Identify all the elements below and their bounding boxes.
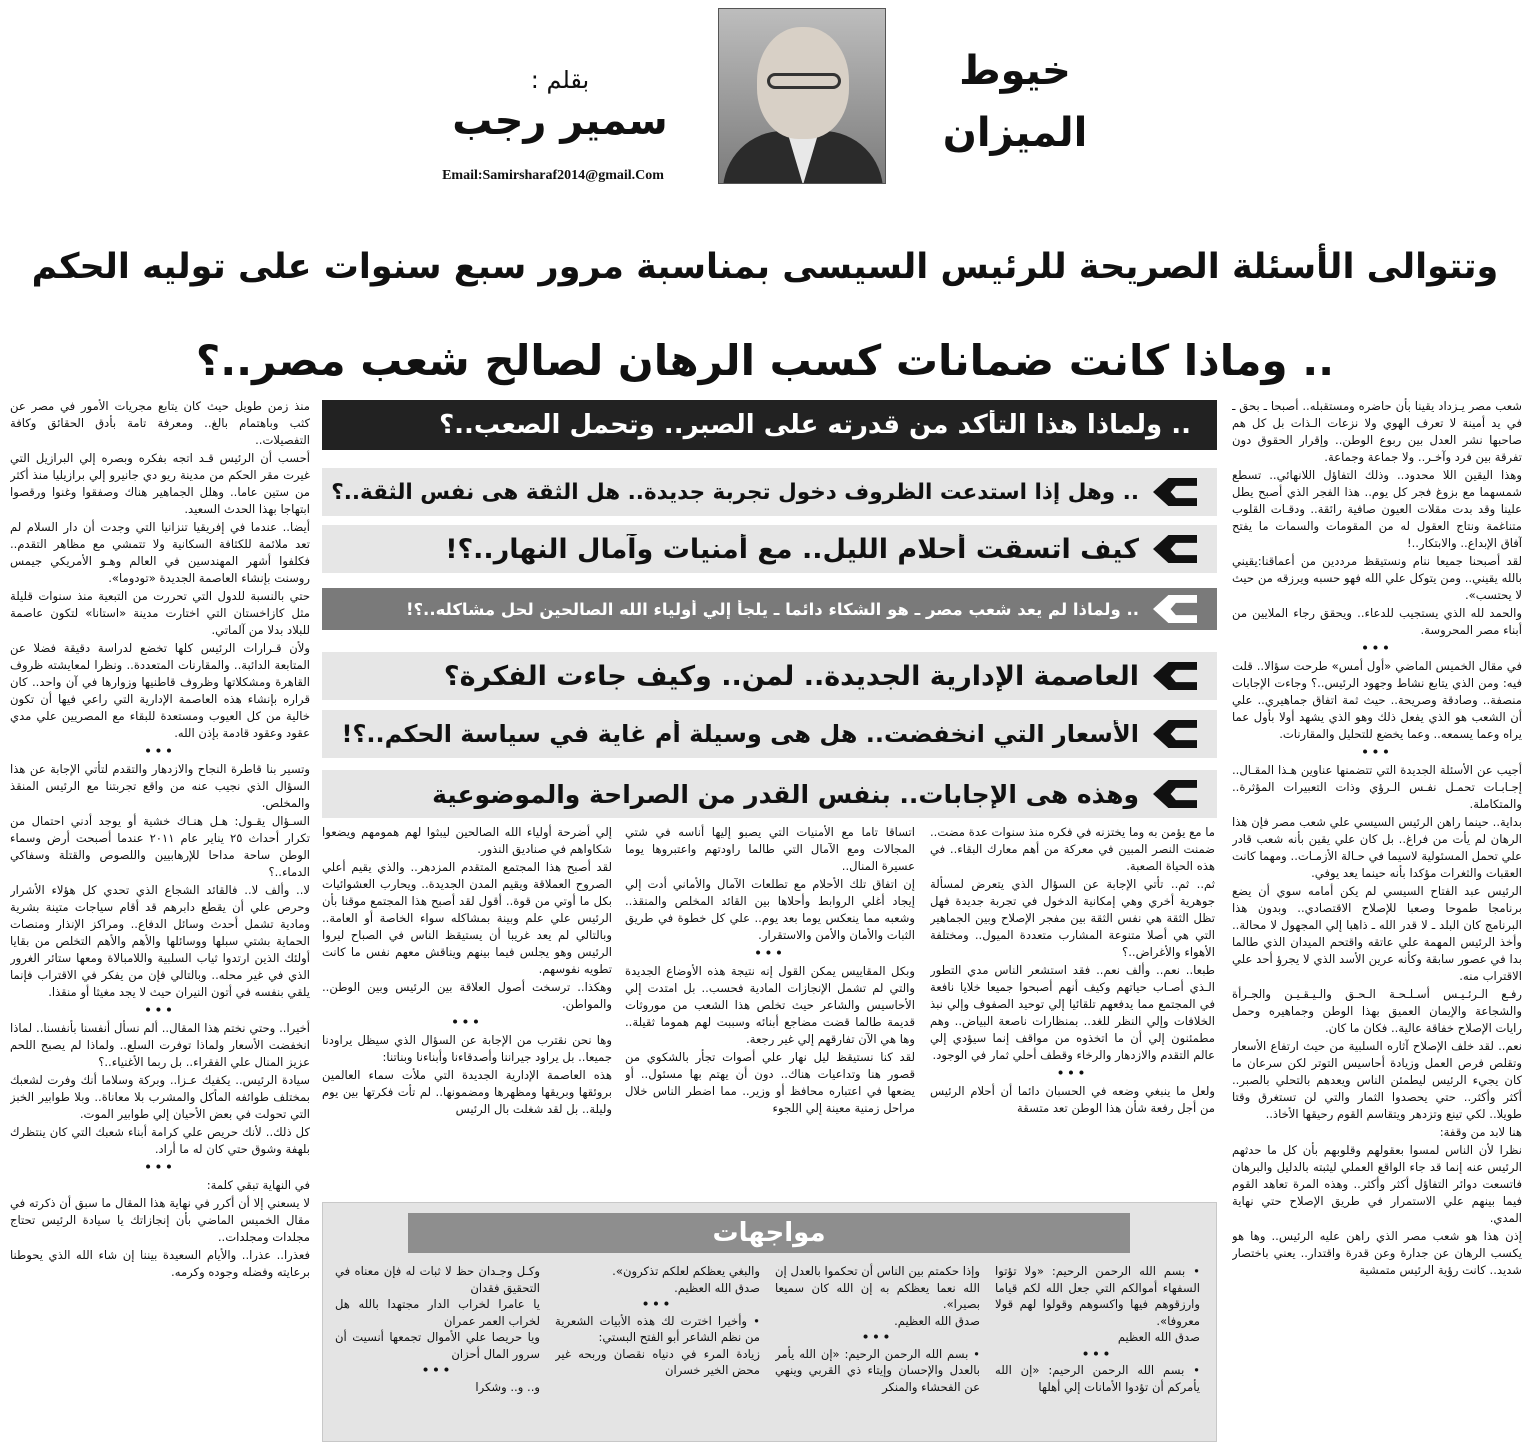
paragraph: صدق الله العظيم. xyxy=(674,1280,760,1295)
paragraph: لا يسعني إلا أن أكرر في نهاية هذا المقال ما سبق أن ذكرته في مقال الخميس الماضي بأن إنجازاتك يا سيادة الرئيس تحتاج مجلدات ومجلدات.. xyxy=(10,1196,310,1244)
section-separator: ••• xyxy=(641,1297,674,1311)
byline-label: بقلم : xyxy=(530,66,590,94)
paragraph: أجيب عن الأسئلة الجديدة التي تتضمنها عناوين هـذا المقـال.. إجـابـات تحمـل نفـس الـرؤي وذات التعبيرات المؤثرة.. والمتكاملة. xyxy=(1232,763,1522,811)
paragraph: إن اتفاق تلك الأحلام مع تطلعات الآمال والأماني أدت إلي إيجاد أغلي الروابط وأحلاها بين القائد المخلص والمنقذ.. وشعبه مما ينعكس يوما بعد يوم.. علي كل خطوة في طريق الثبات والأمان والأمن والاستقرار. xyxy=(625,877,915,942)
paragraph: هنا لابد من وقفة: xyxy=(1439,1125,1522,1139)
paragraph: و.. و.. وشكرا xyxy=(475,1379,540,1394)
paragraph: ويا حريصا علي الأموال تجمعها أنسيت أن سرور المال أحزان xyxy=(335,1330,540,1361)
paragraph: هذه العاصمة الإدارية الجديدة التي ملأت سماء العالمين بروئقها وبريقها ومظهرها ومضمونها.. لم تأت فكرتها بين يوم وليلة.. بل لقد شغلت بال الرئيس xyxy=(322,1068,612,1116)
paragraph: • بسم الله الرحمن الرحيم: «إن الله يأمر بالعدل والإحسان وإيتاء ذي القربي وينهي عن الفحشاء والمنكر xyxy=(775,1346,980,1394)
author-name: سمير رجب xyxy=(452,98,668,144)
main-headline: وتتوالى الأسئلة الصريحة للرئيس السيسى بمناسبة مرور سبع سنوات على توليه الحكم xyxy=(31,247,1499,287)
section-separator: ••• xyxy=(1081,1346,1114,1361)
paragraph: وإذا حكمتم بين الناس أن تحكموا بالعدل إن الله نعما يعظكم به إن الله كان سميعا بصيرا». xyxy=(775,1264,980,1311)
box-column-4 xyxy=(335,1263,540,1439)
paragraph: وهذا اليقين اللا محدود.. وذلك التفاؤل اللانهائي.. تسطع شمسهما مع بزوغ فجر كل يوم.. هذا الفجر الذي أصبح يطل علينا وقد بدت مقلات العيون صافية رائقة.. ودقـات القلوب متناغمة ونتاج العقول له من المقومات والسمات ما يفتح آفاق الإبداع.. والابتكار..! xyxy=(1232,468,1522,550)
paragraph: ثم.. ثم.. تأتي الإجابة عن السؤال الذي يتعرض لمسألة جوهرية أخري وهي إمكانية الدخول في تجربة جديدة فهل تظل الثقة هي نفس الثقة بين مفجر الإصلاح وبين الجماهير التي هي أصلا متنوعة المشارب متعددة الميول.. ومختلفة الأهواء والأغراض..؟ xyxy=(930,877,1215,959)
section-separator: ••• xyxy=(1056,1066,1089,1080)
paragraph: وكـل وجـدان حظ لا ثبات له فإن معناه في التحقيق فقدان xyxy=(335,1264,540,1295)
column-name-line1: خيوط xyxy=(959,48,1071,94)
article-column-5 xyxy=(10,398,310,1444)
paragraph: فعذرا.. عذرا.. والأيام السعيدة بيننا إن شاء الله الذي يحوطنا برعايته وفضله وجوده وكرمه. xyxy=(10,1248,310,1279)
paragraph: يا عامرا لخراب الدار مجتهدا بالله هل لخراب العمر عمران xyxy=(335,1297,540,1328)
author-email: Email:Samirsharaf2014@gmail.Com xyxy=(442,168,664,183)
section-separator: ••• xyxy=(861,1330,894,1344)
paragraph: بداية.. حينما راهن الرئيس السيسي علي شعب مصر فإن هذا الرهان لم يأت من فراغ.. بل كان علي يقين بأنه شعب قادر علي تحمل المسئولية لاسيما في حـالة الأزمـات.. ومهما كانت العقبات والثغرات مؤكدا بأنه حينما يعد يوفي. xyxy=(1232,815,1522,880)
question-banner-6 xyxy=(322,710,1217,758)
section-separator: ••• xyxy=(144,744,176,758)
paragraph: • بسم الله الرحمن الرحيم: «ولا تؤتوا السفهاء أموالكم التي جعل الله لكم قياما وارزقوهم فيها واكسوهم وقولوا لهم قولا معروفا». xyxy=(995,1264,1200,1328)
chevron-icon xyxy=(1153,720,1197,748)
chevron-icon xyxy=(1153,595,1197,623)
sub-headline: .. وماذا كانت ضمانات كسب الرهان لصالح شعب مصر..؟ xyxy=(195,336,1335,385)
paragraph: وبكل المقاييس يمكن القول إنه نتيجة هذه الأوضاع الجديدة والتي لم تشمل الإنجازات المادية فحسب.. بل امتدت إلي الأحاسيس والشاعر حيث تخلص هذا الشعب من موروثات قديمة طالما قضت مضاجع أبنائه وسببت لهم هموما ثقيلة.. وها هي الآن تفارقهم إلي غير رجعة. xyxy=(625,964,915,1046)
section-separator: ••• xyxy=(144,1003,176,1017)
paragraph: زيادة المرء في دنياه نقصان وربحه غير محض الخير خسران xyxy=(555,1346,760,1377)
paragraph: منذ زمن طويل حيث كان يتابع مجريات الأمور في مصر عن كثب وباهتمام بالغ.. ومعرفة تامة بأدق الحقائق وكافة التفصيلات.. xyxy=(10,399,310,447)
article-column-3 xyxy=(625,824,915,1194)
box-title: مواجهات xyxy=(408,1213,1130,1253)
paragraph: الرئيس عبد الفتاح السيسي لم يكن أمامه سوي أن يضع برنامجا طموحا وصعبا للإصلاح الاقتصادي.. وبدون هذا البرنامج كان البلد ـ لا قدر الله ـ ذاهبا إلي المجهول لا محالة.. وأخذ الرئيس المهمة علي عاتقه واقتحم الميدان الذي طالما بدا في عصور سابقة وكأنه عرين الأسد الذي لا يجرؤ أحد علي الاقتراب منه. xyxy=(1232,884,1522,983)
question-text: العاصمة الإدارية الجديدة.. لمن.. وكيف جاءت الفكرة؟ xyxy=(443,660,1139,692)
question-text: .. ولماذا هذا التأكد من قدرته على الصبر.. وتحمل الصعب..؟ xyxy=(439,410,1191,440)
question-banner-2 xyxy=(322,468,1217,516)
confrontations-box xyxy=(322,1202,1217,1442)
paragraph: أخيرا.. وحتي نختم هذا المقال.. ألم نسأل أنفسنا بأنفسنا.. لماذا انخفضت الأسعار ولماذا توفرت السلع.. ولماذا لم يصبح اللحم عزيز المنال علي الفقراء.. بل ربما الأغنياء..؟ xyxy=(10,1021,310,1069)
chevron-icon xyxy=(1153,780,1197,808)
paragraph: إلي أضرحة أولياء الله الصالحين ليبثوا لهم همومهم ويضعوا شكاواهم في صناديق النذور. xyxy=(322,825,612,856)
paragraph: نعم.. لقد خلف الإصلاح آثاره السلبية من حيث ارتفاع الأسعار وتقلص فرص العمل وزيادة أحاسيس التوتر لكن سرعان ما كان يجيء الرئيس ليطمئن الناس ويعدهم بالتحلي بالصبر.. أكثر وأكثر.. حتي يحصدوا الثمار والتي لن تستغرق وقتا طويلا.. لكي تينع وتزدهر ويتقاسم القوم رحيقها الأخاذ.. xyxy=(1232,1039,1522,1121)
paragraph: رفـع الـرئـيـس أسـلـحـة الـحـق والـيـقـيـن والجـرأة والشجاعة والإيمان العميق بهذا الوطن وجماهيره وحمل رايات الإصلاح خفاقة عالية.. فكان ما كان. xyxy=(1232,987,1522,1035)
paragraph: نظرا لأن الناس لمسوا بعقولهم وقلوبهم بأن كل ما حدثهم الرئيس عنه إنما قد جاء الواقع العملي ليثبته بالدليل والبرهان فاتسعت دوائر التفاؤل أكثر وأكثر.. وهذه المرة تعاهد القوم فيما بينهم علي الاستمرار في طريق الإصلاح حتي نهاية المدي. xyxy=(1232,1143,1522,1225)
paragraph: حتي بالنسبة للدول التي تحررت من التبعية منذ سنوات قليلة مثل كازاخستان التي اختارت مدينة «استانا» لتكون عاصمة للبلاد بدلا من آلماتي. xyxy=(10,589,310,637)
paragraph: اتساقا تاما مع الأمنيات التي يصبو إليها أناسه في شتي المجالات ومع الآمال التي طالما راودتهم واعتبروها يوما عسيرة المنال.. xyxy=(625,825,915,873)
column-name-line2: الميزان xyxy=(942,110,1088,156)
chevron-icon xyxy=(1153,535,1197,563)
section-separator: ••• xyxy=(1361,641,1393,655)
paragraph: وها نحن نقترب من الإجابة عن السؤال الذي سيظل يراودنا جميعا.. بل يراود جيراننا وأصدقاءنا وأبناءنا وبناتنا: xyxy=(322,1033,612,1064)
paragraph: لقد كنا نستيقظ ليل نهار علي أصوات تجأر بالشكوي من قصور هنا وتداعيات هناك.. دون أن يهتم بها مسئول.. أو يضعها في اعتباره محافظ أو وزير.. مما اضطر الناس خلال مراحل زمنية معينة إلي اللجوء xyxy=(625,1050,915,1115)
paragraph: • وأخيرا اخترت لك هذه الأبيات الشعرية من نظم الشاعر أبو الفتح البستي: xyxy=(555,1313,760,1344)
paragraph: والحمد لله الذي يستجيب للدعاء.. ويحقق رجاء الملايين من أبناء مصر المحروسة. xyxy=(1232,606,1522,637)
paragraph: ما مع يؤمن به وما يختزنه في فكره منذ سنوات عدة مضت.. ضمنت النصر المبين في معركة من أهم معارك البقاء.. في هذه الحياة الصعبة. xyxy=(930,825,1215,873)
question-text: .. وهل إذا استدعت الظروف دخول تجربة جديدة.. هل الثقة هى نفس الثقة..؟ xyxy=(331,479,1139,505)
section-separator: ••• xyxy=(421,1363,454,1377)
paragraph: طبعا.. نعم.. وألف نعم.. فقد استشعر الناس مدي التطور الـذي أصـاب حياتهم وكيف أنهم أصبحوا جميعا خلايا نافعة في المجتمع مما يدفعهم تلقائيا إلي توحيد الصفوف وإلي نبذ الخلافات وإلي النظر للغد.. بمنظارات ناصعة البياض.. وهم مطمئنون إلي أن ما اتخذوه من مواقف إنما سيؤدي إلي عالم التقدم والازدهار والرخاء وقطف أحلي ثمار في الوجود. xyxy=(930,963,1215,1062)
box-column-2 xyxy=(775,1263,980,1439)
paragraph: في النهاية تبقي كلمة: xyxy=(206,1178,310,1192)
paragraph: السـؤال يقـول: هـل هنـاك خشية أو يوجد أدني احتمال من تكرار أحداث ٢٥ يناير عام ٢٠١١ عندما أصبحت أرض وسماء الوطن ساحة مداحا للإرهابيين واللصوص والقتلة وسفاكي الدماء..؟ xyxy=(10,814,310,879)
box-column-1 xyxy=(995,1263,1200,1439)
paragraph: وتسير بنا قاطرة النجاح والازدهار والتقدم لتأتي الإجابة عن هذا السؤال الذي نجيب عنه من واقع تجربتنا مع الرئيس المنقذ والمخلص. xyxy=(10,762,310,810)
section-separator: ••• xyxy=(451,1015,483,1029)
paragraph: لا.. وألف لا.. فالقائد الشجاع الذي تحدي كل هؤلاء الأشرار وحرص علي أن يقطع دابرهم قد أقام سياجات متينة بشرية ومادية تشمل أحدث وسائل الدفاع.. ومراكز الإنذار ومنصات الحماية بشتي سبلها ووسائلها والأهم والأهم التخلص من بقايا أولئك الذين ارتدوا ثياب السلبية واللامبالاة ومعها ستائر الغرور الذي في غير محله.. وبالتالي فإن من يفكر في الاقتراب فإنما يلقي بنفسه في أتون النيران حيث لا يجد مغيثا أو منقذا. xyxy=(10,883,310,999)
author-photo xyxy=(718,8,886,184)
chevron-icon xyxy=(1153,662,1197,690)
paragraph: صدق الله العظيم xyxy=(1117,1330,1200,1344)
paragraph: ولعل ما ينبغي وضعه في الحسبان دائما أن أحلام الرئيس من أجل رفعة شأن هذا الوطن تعد متسقة xyxy=(930,1084,1215,1115)
column-name xyxy=(935,40,1095,164)
box-column-3 xyxy=(555,1263,760,1439)
section-separator: ••• xyxy=(754,946,786,960)
section-separator: ••• xyxy=(1361,745,1393,759)
paragraph: شعب مصر يـزداد يقينا بأن حاضره ومستقبله.. أصبحا ـ بحق ـ في يد أمينة لا تعرف الهوي ولا نزعات الـذات بل كل هم صاحبها نشر العدل بين ربوع الوطن.. وإقرار الحقوق دون تفرقة بين فرد وآخـر.. ولا جماعة وجماعة. xyxy=(1232,399,1522,464)
paragraph: ولأن قـرارات الرئيس كلها تخضع لدراسة دقيقة فضلا عن المتابعة الدائبة.. والمقارنات المتعددة.. ونظرا لمعايشته ظروف القاهرة ومشكلاتها وظروف قاطنيها وزوارها في آن واحد.. كان قراره بإنشاء هذه العاصمة الإدارية التي راعي فيها أن تكون خالية من كل العيوب ومستعدة للبقاء مع المصريين علي مدي عقود وعقود قادمة بإذن الله. xyxy=(10,641,310,740)
question-text: الأسعار التي انخفضت.. هل هى وسيلة أم غاية في سياسة الحكم..؟! xyxy=(341,720,1139,748)
question-banner-5 xyxy=(322,652,1217,700)
paragraph: • بسم الله الرحمن الرحيم: «إن الله يأمركم أن تؤدوا الأمانات إلي أهلها xyxy=(995,1363,1200,1394)
paragraph: أيضا.. عندما في إفريقيا تنزانيا التي وجدت أن دار السلام لم تعد ملائمة للكثافة السكانية ولا تتمشي مع مظاهر التقدم.. فكلفوا أشهر المهندسين في العالم وهـو الأمريكي جيمس روسنت بإنشاء العاصمة الجديدة «تودوما». xyxy=(10,520,310,585)
paragraph: أحسب أن الرئيس قـد اتجه بفكره وبصره إلي البرازيل التي غيرت مقر الحكم من مدينة ريو دي جانيرو إلي برازيليا منذ أكثر من ستين عاما.. وهلل الجماهير هناك وصفقوا وغنوا ورقصوا ابتهاجا بهذا الحدث السعيد. xyxy=(10,451,310,516)
article-column-4 xyxy=(322,824,612,1194)
question-text: وهذه هى الإجابات.. بنفس القدر من الصراحة والموضوعية xyxy=(432,779,1139,809)
article-column-2 xyxy=(930,824,1215,1194)
question-text: كيف اتسقت أحلام الليل.. مع أمنيات وآمال النهار..؟! xyxy=(445,533,1139,565)
paragraph: لقد أصبحنا جميعا ننام ونستيقظ مرددين من أعماقنا:يقيني بالله يقيني.. ومن يتوكل علي الله فهو حسبه ويرزقه من حيث لا يحتسب». xyxy=(1232,554,1522,602)
question-text: .. ولماذا لم يعد شعب مصر ـ هو الشكاء دائما ـ يلجأ إلي أولياء الله الصالحين لحل مشاكله..؟! xyxy=(405,599,1139,619)
question-banner-1 xyxy=(322,400,1217,450)
paragraph: والبغي يعظكم لعلكم تذكرون». xyxy=(612,1264,760,1278)
paragraph: في مقال الخميس الماضي «أول أمس» طرحت سؤالا.. قلت فيه: ومن الذي يتابع نشاط وجهود الرئيس..؟ وجاءت الإجابات منصفة.. وصادقة وصريحة.. حيث ثمة اتفاق جماهيري.. علي أن الشعب هو الذي يفعل ذلك وهو الذي يشهد أولا بأول عما يراه وعما يسمعه.. وعما يخضع للتحليل والمقارنات. xyxy=(1232,659,1522,741)
question-banner-3 xyxy=(322,525,1217,573)
section-separator: ••• xyxy=(144,1160,176,1174)
question-banner-7 xyxy=(322,770,1217,818)
paragraph: صدق الله العظيم. xyxy=(894,1313,980,1328)
chevron-icon xyxy=(1153,478,1197,506)
paragraph: سيادة الرئيس.. يكفيك عـزا.. وبركة وسلاما أنك وفرت لشعبك بمختلف طوائفه المأكل والمشرب بلا معاناة.. وبلا طوابير الخبز التي تحولت في بعض الأحيان إلي طوابير الموت. xyxy=(10,1073,310,1121)
paragraph: إذن هذا هو شعب مصر الذي راهن عليه الرئيس.. وها هو يكسب الرهان عن جدارة وعن قدرة واقتدار.. يعني باختصار شديد.. كانت رؤية الرئيس متمشية xyxy=(1232,1229,1522,1277)
paragraph: وهكذا.. ترسخت أصول العلاقة بين الرئيس وبين الوطن.. والمواطن. xyxy=(322,980,612,1011)
paragraph: لقد أصبح هذا المجتمع المتقدم المزدهر.. والذي يقيم أعلي الصروح العملاقة ويقيم المدن الجديدة.. ويحارب العشوائيات بكل ما أوتي من قوة.. أقول لقد أصبح هذا المجتمع موقنا بأن الرئيس علي علم وبينة بمشاكله سواء الخاصة أو العامة.. وبالتالي لم يعد غريبا أن يستيقظ الناس في الصباح ليروا الرئيس وهو يجلس فيما بينهم ويناقش معهم نفس ما كانت تطويه نفوسهم. xyxy=(322,860,612,976)
paragraph: كل ذلك.. لأنك حريص علي كرامة أبناء شعبك التي كان ينتظرك بلهفة وشوق حتي كان له ما أراد. xyxy=(10,1125,310,1156)
question-banner-4 xyxy=(322,588,1217,630)
article-column-1 xyxy=(1232,398,1522,1444)
